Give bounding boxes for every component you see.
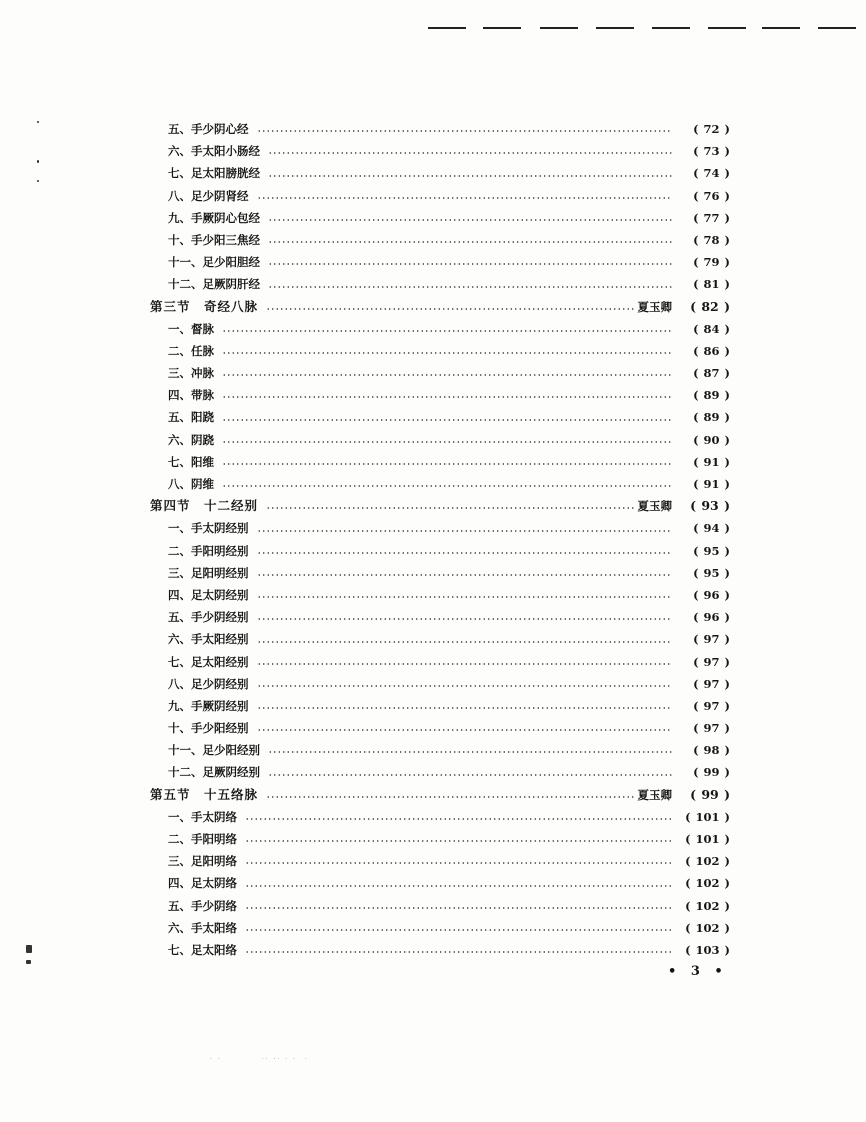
entry-title: 三、足阳明络 [168,854,237,869]
toc-entry [150,895,730,917]
dot-leader [245,927,672,933]
dot-leader [268,150,672,156]
entry-title: 八、足少阴肾经 [168,188,249,203]
entry-title: 六、阴跷 [168,432,214,447]
entry-title: 五、手少阴络 [168,898,237,913]
entry-page-number: ( 102 ) [685,898,730,913]
entry-page-number: ( 76 ) [693,188,730,203]
entry-title: 九、手厥阴心包经 [168,210,260,225]
toc-entry [150,140,730,162]
top-dash [708,27,746,29]
dot-leader [268,239,672,245]
dot-leader [257,639,673,645]
dot-leader [266,306,635,312]
toc-entry [150,761,730,783]
dot-leader [222,483,672,489]
margin-binding-mark [26,960,31,964]
entry-page-number: ( 90 ) [693,432,730,447]
entry-page-number: ( 99 ) [693,765,730,780]
entry-title: 十一、足少阳经别 [168,743,260,758]
toc-entry [150,939,730,961]
entry-title: 四、足太阴经别 [168,587,249,602]
entry-page-number: ( 101 ) [685,809,730,824]
toc-entry [150,850,730,872]
entry-page-number: ( 102 ) [685,876,730,891]
toc-entry [150,606,730,628]
toc-entry [150,540,730,562]
toc-entry [150,207,730,229]
entry-title: 四、足太阴络 [168,876,237,891]
top-dash [428,27,466,29]
toc-section-entry [150,495,730,517]
entry-title: 十二、足厥阴肝经 [168,277,260,292]
dot-leader [245,838,672,844]
entry-page-number: ( 87 ) [693,366,730,381]
entry-title: 二、手阳明经别 [168,543,249,558]
table-of-contents [150,118,730,961]
entry-title: 六、手太阳经别 [168,632,249,647]
dot-leader [245,949,672,955]
entry-page-number: ( 77 ) [693,210,730,225]
entry-title: 十、手少阳三焦经 [168,232,260,247]
entry-title: 十一、足少阳胆经 [168,255,260,270]
entry-page-number: ( 73 ) [693,144,730,159]
entry-title: 六、手太阳络 [168,920,237,935]
entry-title: 五、手少阴心经 [168,122,249,136]
toc-entry [150,628,730,650]
entry-page-number: ( 89 ) [693,388,730,403]
top-dash [818,27,856,29]
entry-title: 八、足少阴经别 [168,676,249,691]
dot-leader [245,860,672,866]
dot-leader [257,528,673,534]
entry-page-number: ( 82 ) [690,298,730,314]
dot-leader [245,816,672,822]
top-dash [540,27,578,29]
margin-binding-mark [26,945,32,953]
toc-entry [150,584,730,606]
entry-page-number: ( 79 ) [693,255,730,270]
toc-entry [150,451,730,473]
entry-title: 第三节 奇经八脉 [150,298,259,314]
dot-leader [266,505,635,511]
entry-page-number: ( 84 ) [693,321,730,336]
dot-leader [268,173,672,179]
toc-section-entry [150,784,730,806]
toc-entry [150,362,730,384]
toc-entry [150,406,730,428]
toc-entry [150,118,730,140]
page-number: • 3 • [668,964,728,979]
dot-leader [222,417,672,423]
entry-page-number: ( 102 ) [685,920,730,935]
toc-entry [150,229,730,251]
entry-page-number: ( 96 ) [693,610,730,625]
entry-page-number: ( 91 ) [693,477,730,491]
entry-page-number: ( 99 ) [690,786,730,802]
dot-leader [222,350,672,356]
entry-title: 一、手太阴经别 [168,521,249,536]
scan-specks: . . .. .. . . . [210,1054,309,1061]
entry-title: 七、阳维 [168,454,214,469]
toc-entry [150,318,730,340]
toc-entry [150,251,730,273]
entry-title: 四、带脉 [168,388,214,403]
toc-entry [150,273,730,295]
toc-entry [150,806,730,828]
dot-leader [268,261,672,267]
entry-page-number: ( 98 ) [693,743,730,758]
entry-page-number: ( 103 ) [685,942,730,957]
toc-entry [150,384,730,406]
entry-page-number: ( 74 ) [693,166,730,181]
dot-leader [222,372,672,378]
dot-leader [222,394,672,400]
entry-page-number: ( 95 ) [693,565,730,580]
toc-entry [150,340,730,362]
dot-leader [257,661,673,667]
dot-leader [266,794,635,800]
entry-title: 九、手厥阴经别 [168,698,249,713]
entry-title: 一、手太阴络 [168,809,237,824]
entry-title: 三、冲脉 [168,366,214,381]
entry-title: 第五节 十五络脉 [150,786,259,802]
entry-page-number: ( 89 ) [693,410,730,425]
dot-leader [257,705,673,711]
dot-leader [222,439,672,445]
toc-entry [150,717,730,739]
entry-page-number: ( 96 ) [693,587,730,602]
toc-entry [150,917,730,939]
dot-leader [257,727,673,733]
top-dash [596,27,634,29]
toc-entry [150,673,730,695]
entry-title: 三、足阳明经别 [168,565,249,580]
entry-title: 十、手少阳经别 [168,721,249,736]
entry-page-number: ( 102 ) [685,854,730,869]
toc-entry [150,651,730,673]
dot-leader [257,594,673,600]
entry-page-number: ( 86 ) [693,343,730,358]
dot-leader [222,461,672,467]
entry-page-number: ( 97 ) [693,698,730,713]
entry-author: 夏玉卿 [637,787,672,802]
entry-page-number: ( 97 ) [693,676,730,691]
entry-page-number: ( 97 ) [693,721,730,736]
entry-page-number: ( 101 ) [685,832,730,846]
top-dash [483,27,521,29]
top-dash [652,27,690,29]
entry-title: 第四节 十二经别 [150,498,259,514]
entry-title: 十二、足厥阴经别 [168,765,260,780]
entry-page-number: ( 97 ) [693,654,730,669]
toc-entry [150,473,730,495]
entry-title: 七、足太阳络 [168,942,237,957]
entry-page-number: ( 97 ) [693,632,730,647]
toc-entry [150,695,730,717]
entry-page-number: ( 78 ) [693,232,730,247]
entry-title: 八、阴维 [168,477,214,491]
entry-page-number: ( 94 ) [693,521,730,536]
top-dash [762,27,800,29]
dot-leader [222,328,672,334]
entry-page-number: ( 91 ) [693,454,730,469]
dot-leader [268,772,672,778]
margin-speck [37,121,39,123]
entry-title: 六、手太阳小肠经 [168,144,260,159]
dot-leader [257,683,673,689]
toc-entry [150,429,730,451]
toc-entry [150,562,730,584]
entry-page-number: ( 81 ) [693,277,730,292]
dot-leader [245,883,672,889]
dot-leader [257,128,673,134]
dot-leader [257,195,673,201]
dot-leader [268,217,672,223]
toc-entry [150,739,730,761]
entry-title: 五、手少阴经别 [168,610,249,625]
dot-leader [257,616,673,622]
entry-title: 七、足太阳膀胱经 [168,166,260,181]
toc-entry [150,517,730,539]
entry-page-number: ( 93 ) [690,498,730,514]
toc-entry [150,162,730,184]
entry-title: 二、手阳明络 [168,832,237,846]
toc-entry [150,185,730,207]
margin-speck [37,180,39,182]
dot-leader [257,572,673,578]
dot-leader [268,284,672,290]
entry-title: 七、足太阳经别 [168,654,249,669]
entry-author: 夏玉卿 [637,299,672,314]
entry-author: 夏玉卿 [637,499,672,514]
dot-leader [257,550,673,556]
entry-title: 五、阳跷 [168,410,214,425]
toc-entry [150,828,730,850]
toc-entry [150,872,730,894]
entry-title: 二、任脉 [168,343,214,358]
top-dash-rules [428,27,866,33]
entry-page-number: ( 95 ) [693,543,730,558]
entry-page-number: ( 72 ) [693,122,730,136]
toc-section-entry [150,296,730,318]
margin-speck [37,160,39,163]
dot-leader [245,905,672,911]
entry-title: 一、督脉 [168,321,214,336]
dot-leader [268,749,672,755]
